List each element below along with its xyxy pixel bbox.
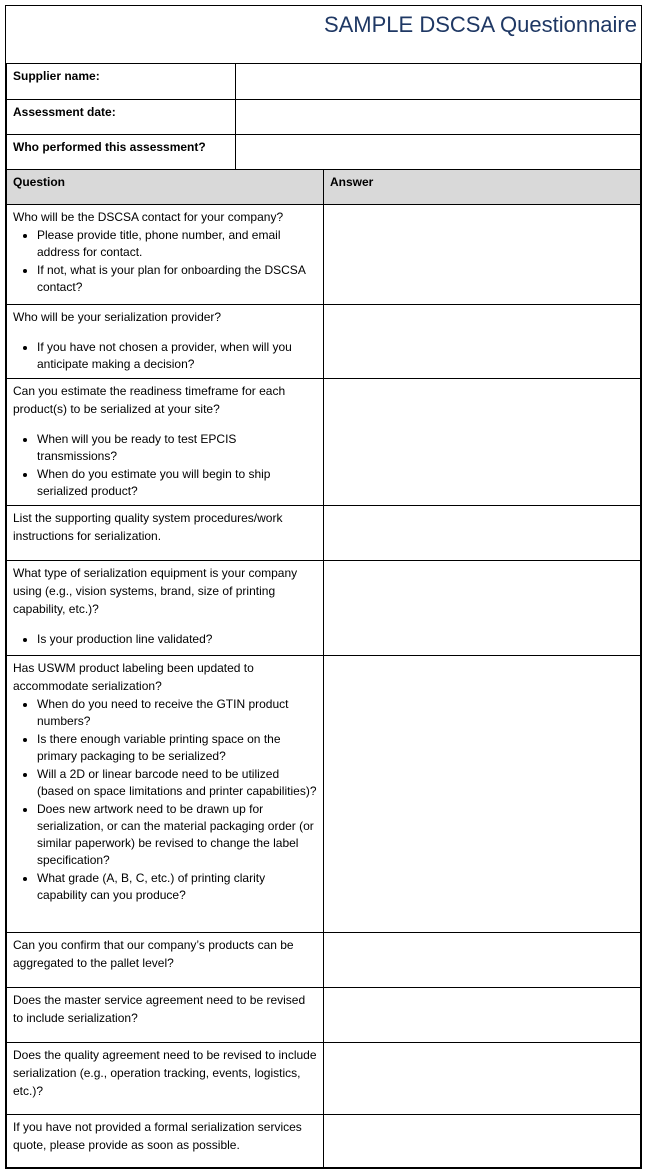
questionnaire-document (5, 5, 642, 1169)
document-title: SAMPLE DSCSA Questionnaire (6, 6, 641, 64)
question-bullets (13, 339, 317, 373)
answer-field[interactable] (324, 1042, 641, 1114)
question-cell (7, 987, 324, 1042)
question-text: Does the quality agreement need to be revised to include serialization (e.g., operation tracking, events, logistics, etc.)? (13, 1047, 317, 1098)
question-bullet: • Does new artwork need to be drawn up for serialization, or can the material packaging order (or similar paperwork) be revised to change the label specification? (37, 801, 317, 869)
question-text: Who will be the DSCSA contact for your company? (13, 209, 284, 224)
question-cell (7, 1114, 324, 1167)
question-row (7, 655, 641, 932)
question-bullet: • When do you estimate you will begin to ship serialized product? (37, 466, 317, 500)
info-value-field[interactable] (236, 64, 641, 99)
info-value-field[interactable] (236, 99, 641, 134)
answer-field[interactable] (324, 560, 641, 655)
question-bullet: • Will a 2D or linear barcode need to be utilized (based on space limitations and printer capabilities)? (37, 766, 317, 800)
answer-field[interactable] (324, 378, 641, 505)
question-cell (7, 204, 324, 304)
question-header: Question (7, 169, 324, 204)
question-text: Who will be your serialization provider? (13, 309, 222, 324)
question-cell (7, 932, 324, 987)
question-text: If you have not provided a formal serialization services quote, please provide as soon as possible. (13, 1119, 302, 1152)
question-bullet: • What grade (A, B, C, etc.) of printing clarity capability can you produce? (37, 870, 317, 904)
question-table (6, 169, 641, 1168)
question-text: What type of serialization equipment is your company using (e.g., vision systems, brand, size of printing capability, etc.)? (13, 565, 298, 616)
info-label: Assessment date: (7, 99, 236, 134)
question-row (7, 1042, 641, 1114)
answer-field[interactable] (324, 932, 641, 987)
answer-field[interactable] (324, 1114, 641, 1167)
question-text: Has USWM product labeling been updated to accommodate serialization? (13, 660, 254, 693)
question-cell (7, 655, 324, 932)
info-value-field[interactable] (236, 134, 641, 169)
answer-field[interactable] (324, 505, 641, 560)
question-cell (7, 505, 324, 560)
answer-field[interactable] (324, 204, 641, 304)
info-row (7, 64, 641, 99)
question-text: Can you estimate the readiness timeframe for each product(s) to be serialized at your site? (13, 383, 286, 416)
info-row (7, 134, 641, 169)
question-bullet: • When do you need to receive the GTIN product numbers? (37, 696, 317, 730)
question-cell (7, 1042, 324, 1114)
question-row (7, 987, 641, 1042)
question-row (7, 505, 641, 560)
question-row (7, 560, 641, 655)
info-table (6, 64, 641, 170)
answer-field[interactable] (324, 304, 641, 378)
info-label: Who performed this assessment? (7, 134, 236, 169)
question-bullet: • If not, what is your plan for onboarding the DSCSA contact? (37, 262, 317, 296)
question-bullet: • If you have not chosen a provider, when will you anticipate making a decision? (37, 339, 317, 373)
answer-field[interactable] (324, 987, 641, 1042)
question-text: Does the master service agreement need to be revised to include serialization? (13, 992, 306, 1025)
question-bullet: • Is there enough variable printing space on the primary packaging to be serialized? (37, 731, 317, 765)
question-row (7, 932, 641, 987)
question-bullet: • Please provide title, phone number, and email address for contact. (37, 227, 317, 261)
question-bullet: • When will you be ready to test EPCIS transmissions? (37, 431, 317, 465)
question-row (7, 304, 641, 378)
question-bullets (13, 696, 317, 904)
answer-field[interactable] (324, 655, 641, 932)
question-cell (7, 304, 324, 378)
question-bullets (13, 631, 317, 648)
question-row (7, 1114, 641, 1167)
info-row (7, 99, 641, 134)
question-cell (7, 378, 324, 505)
question-text: List the supporting quality system procedures/work instructions for serialization. (13, 510, 283, 543)
question-row (7, 378, 641, 505)
question-row (7, 204, 641, 304)
answer-header: Answer (324, 169, 641, 204)
question-cell (7, 560, 324, 655)
question-bullet: • Is your production line validated? (37, 631, 317, 648)
question-text: Can you confirm that our company’s products can be aggregated to the pallet level? (13, 937, 294, 970)
question-bullets (13, 227, 317, 296)
info-label: Supplier name: (7, 64, 236, 99)
question-bullets (13, 431, 317, 500)
